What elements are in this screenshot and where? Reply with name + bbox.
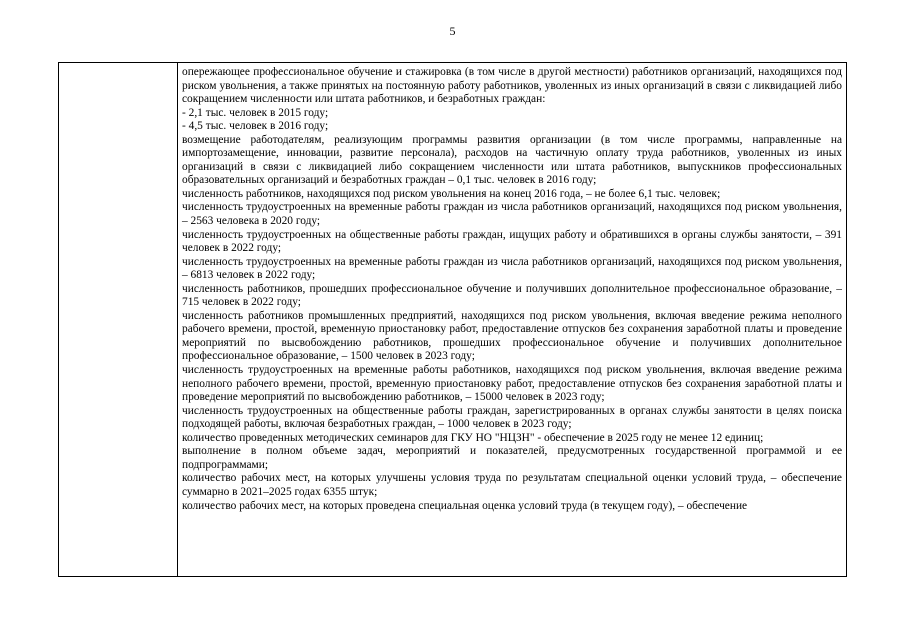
paragraph-15: количество рабочих мест, на которых улучшены условия труда по результатам специальной оценки условий труда, – обеспечение суммарно в 2021–2025 годах 6355 штук; <box>182 472 842 498</box>
paragraph-13: количество проведенных методических семинаров для ГКУ НО "НЦЗН" - обеспечение в 2025 году не менее 12 единиц; <box>182 431 764 444</box>
paragraph-11: численность трудоустроенных на временные работы работников, находящихся под риском увольнения, включая введение режима неполного рабочего времени, простой, временную приостановку работ, предоставление отпусков без сохранения заработной платы и проведение мероприятий по высвобождению работников, – 15000 человек в 2023 году; <box>182 364 842 404</box>
paragraph-4: возмещение работодателям, реализующим программы развития организации (в том числе программы, направленные на импортозамещение, инновации, развитие персонала), расходов на частичную оплату труда работников, уволенных из иных организаций в связи с ликвидацией либо сокращением численности или штата работников, выпускников профессиональных образовательных организаций и безработных граждан – 0,1 тыс. человек в 2016 году; <box>182 133 842 187</box>
paragraph-9: численность работников, прошедших профессиональное обучение и получивших дополнительное профессиональное образование, – 715 человек в 2022 году; <box>182 282 842 309</box>
page-number: 5 <box>449 24 456 38</box>
paragraph-14: выполнение в полном объеме задач, мероприятий и показателей, предусмотренных государственной программой и ее подпрограммами; <box>182 445 842 471</box>
paragraph-3: - 4,5 тыс. человек в 2016 году; <box>182 120 329 133</box>
paragraph-5: численность работников, находящихся под риском увольнения на конец 2016 года, – не более 6,1 тыс. человек; <box>182 187 721 200</box>
paragraph-6: численность трудоустроенных на временные работы граждан из числа работников организаций, находящихся под риском увольнения, – 2563 человека в 2020 году; <box>182 201 842 228</box>
paragraph-12: численность трудоустроенных на общественные работы граждан, зарегистрированных в органах службы занятости в целях поиска подходящей работы, включая безработных граждан, – 1000 человек в 2023 году; <box>182 404 842 431</box>
paragraph-2: - 2,1 тыс. человек в 2015 году; <box>182 106 329 119</box>
table-left-cell <box>59 63 178 577</box>
table-right-cell <box>178 63 847 577</box>
paragraph-10: численность работников промышленных предприятий, находящихся под риском увольнения, включая введение режима неполного рабочего времени, простой, временную приостановку работ, предоставление отпусков без сохранения заработной платы и проведение мероприятий по высвобождению работников, прошедших профессиональное обучение и получивших дополнительное профессиональное образование, – 1500 человек в 2023 году; <box>182 309 842 363</box>
paragraph-1: опережающее профессиональное обучение и стажировка (в том числе в другой местности) работников организаций, находящихся под риском увольнения, а также принятых на постоянную работу работников, уволенных из иных организаций в связи с ликвидацией либо сокращением численности или штата работников, и безработных граждан: <box>182 66 842 106</box>
paragraph-7: численность трудоустроенных на общественные работы граждан, ищущих работу и обратившихся в органы службы занятости, – 391 человек в 2022 году; <box>182 228 842 255</box>
paragraph-8: численность трудоустроенных на временные работы граждан из числа работников организаций, находящихся под риском увольнения, – 6813 человек в 2022 году; <box>182 255 842 282</box>
table-row <box>59 63 847 577</box>
document-table <box>58 62 847 577</box>
paragraph-16: количество рабочих мест, на которых проведена специальная оценка условий труда (в текущем году), – обеспечение <box>182 499 748 512</box>
